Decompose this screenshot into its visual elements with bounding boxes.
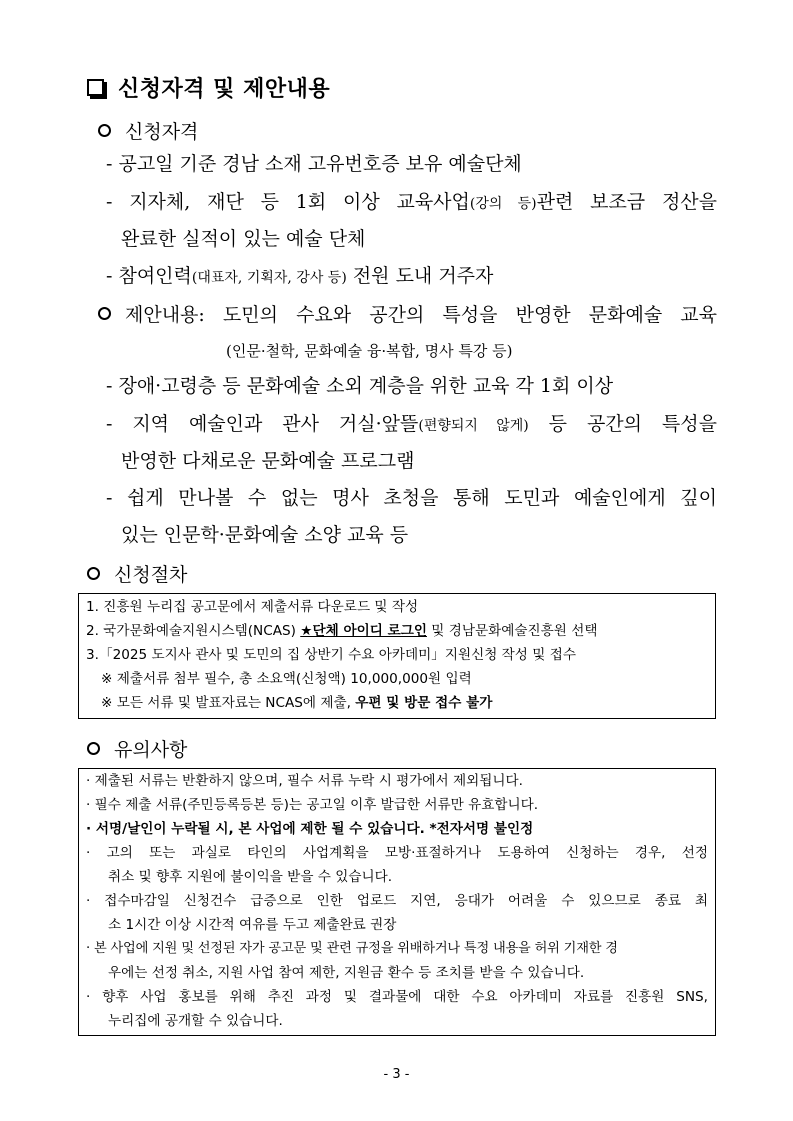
note-3: · 서명/날인이 누락될 시, 본 사업에 제한 될 수 있습니다. *전자서명 불인정 <box>86 821 534 837</box>
note-4: · 고의 또는 과실로 타인의 사업계획을 모방·표절하거나 도용하여 신청하는 경우, 선정 <box>86 845 708 861</box>
proposal-item-2: - 지역 예술인과 관사 거실·앞뜰(편향되지 않게) 등 공간의 특성을 <box>106 413 717 435</box>
eligibility-item-2: - 지자체, 재단 등 1회 이상 교육사업(강의 등)관련 보조금 정산을 <box>106 191 718 213</box>
section-heading <box>87 70 330 104</box>
proposal-subnote: (인문·철학, 문화예술 융·복합, 명사 특강 등) <box>226 342 513 360</box>
no-mail-visit-emphasis: 우편 및 방문 접수 불가 <box>355 695 493 711</box>
procedure-step-3: 3.「2025 도지사 관사 및 도민의 집 상반기 수요 아카데미」지원신청 작성 및 접수 <box>86 647 576 663</box>
circle-bullet-icon <box>87 742 100 755</box>
circle-bullet-icon <box>87 567 100 580</box>
note-7: · 향후 사업 홍보를 위해 추진 과정 및 결과물에 대한 수요 아카데미 자료를 진흥원 SNS, <box>86 989 708 1005</box>
eligibility-heading: 신청자격 <box>98 116 198 144</box>
proposal-item-1: - 장애·고령층 등 문화예술 소외 계층을 위한 교육 각 1회 이상 <box>106 375 614 397</box>
procedure-box <box>78 593 716 719</box>
checkbox-square-icon <box>87 79 104 96</box>
procedure-heading: 신청절차 <box>87 559 187 587</box>
page-number: - 3 - <box>383 1067 410 1082</box>
proposal-heading: 제안내용: 도민의 수요와 공간의 특성을 반영한 문화예술 교육 <box>98 299 717 327</box>
circle-bullet-icon <box>98 307 111 320</box>
circle-bullet-icon <box>98 124 111 137</box>
note-2: · 필수 제출 서류(주민등록등본 등)는 공고일 이후 발급한 서류만 유효합니다. <box>86 797 539 813</box>
proposal-item-2-cont: 반영한 다채로운 문화예술 프로그램 <box>121 450 415 472</box>
eligibility-item-3-small: (대표자, 기획자, 강사 등) <box>191 270 347 286</box>
eligibility-item-1: - 공고일 기준 경남 소재 고유번호증 보유 예술단체 <box>106 153 522 175</box>
procedure-note-1: ※ 제출서류 첨부 필수, 총 소요액(신청액) 10,000,000원 입력 <box>101 671 472 687</box>
notes-heading: 유의사항 <box>87 734 187 762</box>
section-title: 신청자격 및 제안내용 <box>118 76 331 102</box>
team-id-login-emphasis: ★단체 아이디 로그인 <box>300 623 427 639</box>
note-1: · 제출된 서류는 반환하지 않으며, 필수 서류 누락 시 평가에서 제외됩니다. <box>86 773 523 789</box>
eligibility-item-2-cont: 완료한 실적이 있는 예술 단체 <box>121 228 366 250</box>
proposal-item-3-cont: 있는 인문학·문화예술 소양 교육 등 <box>121 524 409 546</box>
note-6: · 본 사업에 지원 및 선정된 자가 공고문 및 관련 규정을 위배하거나 특정 내용을 허위 기재한 경 <box>86 941 618 956</box>
proposal-item-3: - 쉽게 만나볼 수 없는 명사 초청을 통해 도민과 예술인에게 깊이 <box>106 487 717 509</box>
eligibility-item-3: - 참여인력(대표자, 기획자, 강사 등) 전원 도내 거주자 <box>106 265 494 287</box>
note-7-cont: 누리집에 공개할 수 있습니다. <box>108 1013 283 1029</box>
notes-box <box>78 768 716 1036</box>
procedure-note-2: ※ 모든 서류 및 발표자료는 NCAS에 제출, 우편 및 방문 접수 불가 <box>101 695 493 711</box>
note-5: · 접수마감일 신청건수 급증으로 인한 업로드 지연, 응대가 어려울 수 있으므로 종료 최 <box>86 893 708 909</box>
note-4-cont: 취소 및 향후 지원에 불이익을 받을 수 있습니다. <box>108 869 393 885</box>
note-6-cont: 우에는 선정 취소, 지원 사업 참여 제한, 지원금 환수 등 조치를 받을 수 있습니다. <box>108 965 585 981</box>
procedure-step-2: 2. 국가문화예술지원시스템(NCAS) ★단체 아이디 로그인 및 경남문화예술진흥원 선택 <box>86 623 598 639</box>
procedure-step-1: 1. 진흥원 누리집 공고문에서 제출서류 다운로드 및 작성 <box>86 599 419 615</box>
note-5-cont: 소 1시간 이상 시간적 여유를 두고 제출완료 권장 <box>108 917 397 933</box>
